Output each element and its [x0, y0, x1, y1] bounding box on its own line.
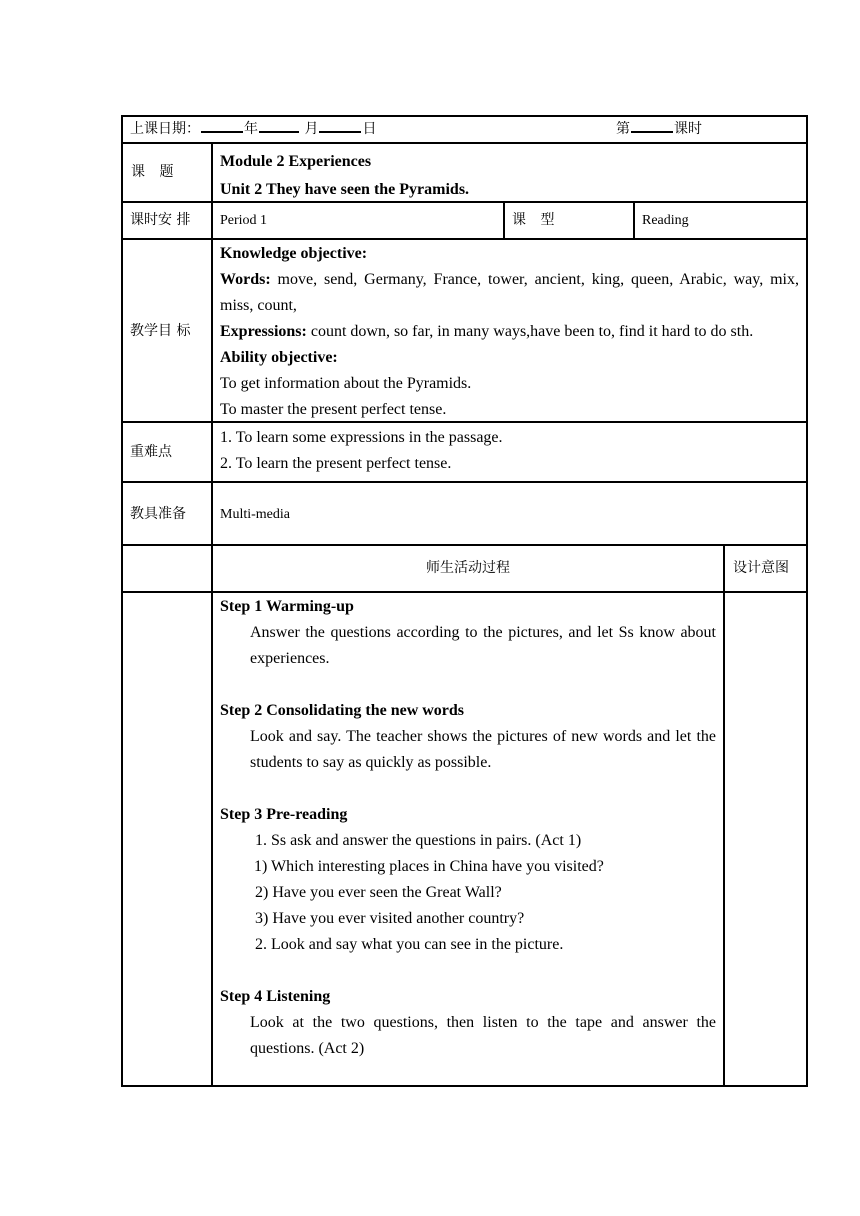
- words-label: Words:: [220, 271, 271, 288]
- schedule-label: 课时安 排: [130, 212, 191, 228]
- objectives-label: 教学目 标: [130, 323, 191, 339]
- unit-title: Unit 2 They have seen the Pyramids.: [220, 181, 470, 198]
- materials-label: 教具准备: [130, 506, 186, 522]
- day-blank: [319, 117, 361, 133]
- row-divider: [121, 238, 808, 240]
- expressions-text: count down, so far, in many ways,have been to, find it hard to do sth.: [306, 323, 754, 340]
- design-intent-header: 设计意图: [733, 560, 789, 576]
- date-label: 上课日期：: [130, 121, 200, 137]
- ability-item: To master the present perfect tense.: [220, 401, 447, 418]
- step-line: 2) Have you ever seen the Great Wall?: [255, 884, 502, 901]
- step-title: Step 3 Pre-reading: [220, 806, 348, 823]
- row-divider: [121, 481, 808, 483]
- materials-value: Multi-media: [220, 507, 290, 522]
- column-divider: [633, 201, 635, 239]
- step-text: Look and say. The teacher shows the pictures of new words and let the students to say as quickly as possible.: [250, 728, 716, 771]
- step-text: Answer the questions according to the pictures, and let Ss know about experiences.: [250, 624, 716, 667]
- period-suffix: 课时: [674, 121, 702, 137]
- row-divider: [121, 544, 808, 546]
- expressions-label: Expressions:: [220, 323, 307, 340]
- period-value: Period 1: [220, 213, 268, 228]
- step-line: 1) Which interesting places in China have you visited?: [254, 858, 604, 875]
- topic-label: 课 题: [131, 164, 174, 180]
- process-header: 师生活动过程: [426, 560, 510, 576]
- month-label: 月: [304, 121, 319, 137]
- module-title: Module 2 Experiences: [220, 153, 372, 170]
- key-point-item: 1. To learn some expressions in the passage.: [220, 429, 503, 446]
- step-line: 2. Look and say what you can see in the picture.: [255, 936, 564, 953]
- words-paragraph: [220, 267, 799, 319]
- step-title: Step 4 Listening: [220, 988, 331, 1005]
- key-point-item: 2. To learn the present perfect tense.: [220, 455, 452, 472]
- row-divider: [121, 142, 808, 144]
- period-prefix: 第: [616, 121, 630, 137]
- period-number-line: [616, 116, 702, 142]
- column-divider: [211, 142, 213, 1087]
- step-text: Look at the two questions, then listen to the tape and answer the questions. (Act 2): [250, 1014, 716, 1057]
- step-line: 1. Ss ask and answer the questions in pairs. (Act 1): [255, 832, 582, 849]
- column-divider: [503, 201, 505, 239]
- year-label: 年: [244, 121, 258, 137]
- month-blank: [259, 117, 299, 133]
- column-divider: [723, 544, 725, 1087]
- day-label: 日: [362, 121, 377, 137]
- key-points-label: 重难点: [130, 444, 172, 460]
- step-title: Step 1 Warming-up: [220, 598, 354, 615]
- lesson-type-value: Reading: [642, 213, 689, 228]
- ability-item: To get information about the Pyramids.: [220, 375, 472, 392]
- step-line: 3) Have you ever visited another country?: [255, 910, 525, 927]
- lesson-type-label: 课 型: [512, 212, 555, 228]
- year-blank: [201, 117, 243, 133]
- knowledge-heading: Knowledge objective:: [220, 245, 368, 262]
- row-divider: [121, 591, 808, 593]
- period-blank: [631, 117, 673, 133]
- expressions-line: [220, 319, 753, 345]
- words-text: move, send, Germany, France, tower, ancient, king, queen, Arabic, way, mix, miss, count,: [220, 271, 799, 314]
- step-title: Step 2 Consolidating the new words: [220, 702, 465, 719]
- date-line: [130, 116, 376, 142]
- ability-heading: Ability objective:: [220, 349, 338, 366]
